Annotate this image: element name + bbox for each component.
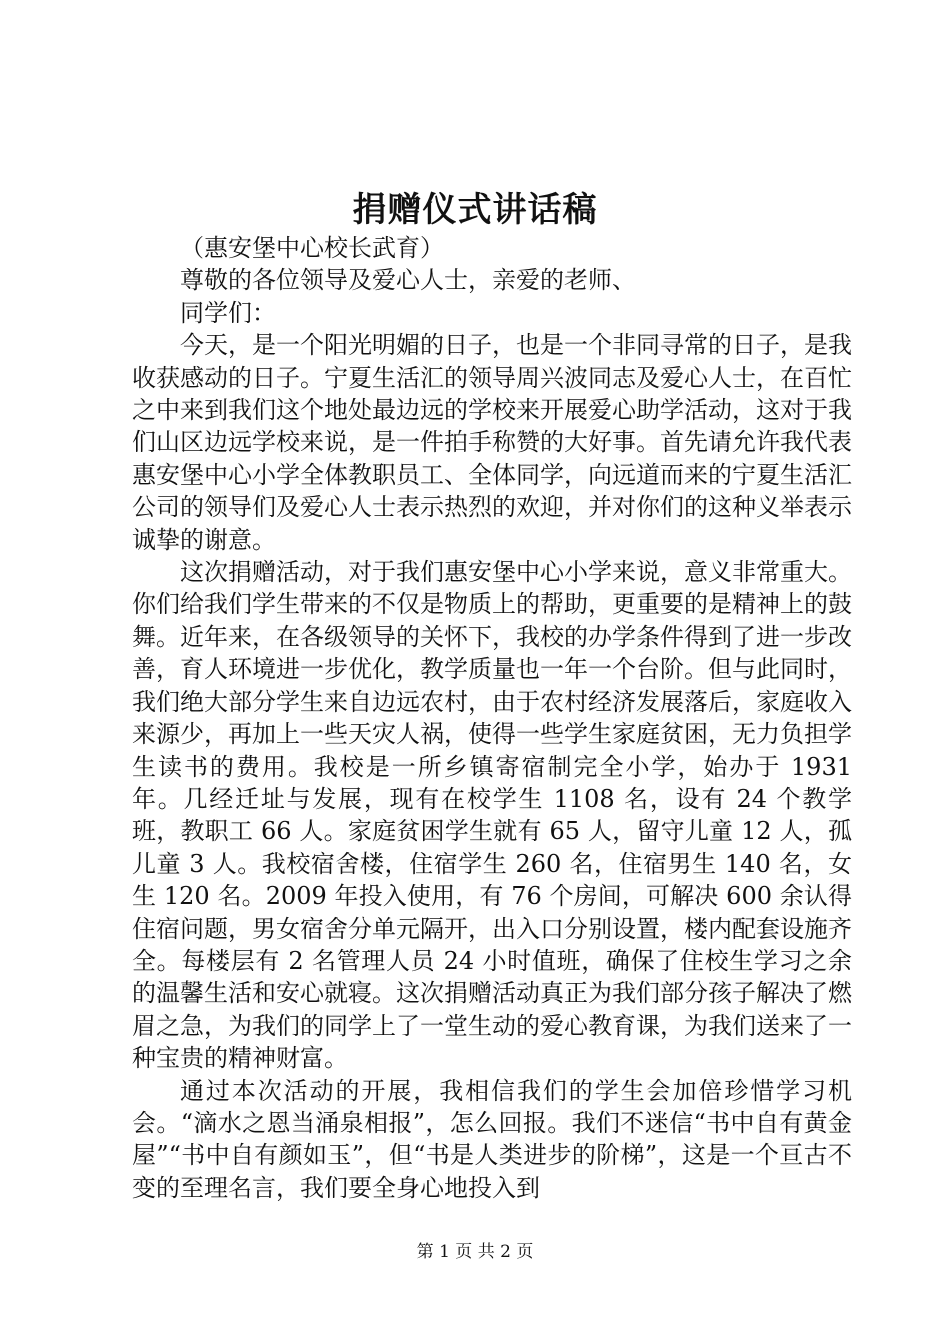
salutation-line-1: 尊敬的各位领导及爱心人士，亲爱的老师、 [180, 266, 636, 295]
paragraph-1: 今天，是一个阳光明媚的日子，也是一个非同寻常的日子，是我收获感动的日子。宁夏生活汇的领导周兴波同志及爱心人士，在百忙之中来到我们这个地处最边远的学校来开展爱心助学活动，这对于我们山区边远学校来说，是一件拍手称赞的大好事。首先请允许我代表惠安堡中心小学全体教职员工、全体同学，向远道而来的宁夏生活汇公司的领导们及爱心人士表示热烈的欢迎，并对你们的这种义举表示诚挚的谢意。 [132, 331, 852, 554]
salutation-line-2: 同学们： [180, 298, 276, 327]
paragraph-3: 通过本次活动的开展，我相信我们的学生会加倍珍惜学习机会。“滴水之恩当涌泉相报”，怎么回报。我们不迷信“书中自有黄金屋”“书中自有颜如玉”，但“书是人类进步的阶梯”，这是一个亘古不变的至理名言，我们要全身心地投入到 [132, 1076, 852, 1202]
document-body [132, 232, 852, 1204]
paragraph-2: 这次捐赠活动，对于我们惠安堡中心小学来说，意义非常重大。你们给我们学生带来的不仅是物质上的帮助，更重要的是精神上的鼓舞。近年来，在各级领导的关怀下，我校的办学条件得到了进一步改善，育人环境进一步优化，教学质量也一年一个台阶。但与此同时，我们绝大部分学生来自边远农村，由于农村经济发展落后，家庭收入来源少，再加上一些天灾人祸，使得一些学生家庭贫困，无力负担学生读书的费用。我校是一所乡镇寄宿制完全小学，始办于 1931 年。几经迁址与发展，现有在校学生 1108 名，设有 24 个教学班，教职工 66 人。家庭贫困学生就有 65 人，留守儿童 12 人，孤儿童 3 人。我校宿舍楼，住宿学生 260 名，住宿男生 140 名，女生 120 名。2009 年投入使用，有 76 个房间，可解决 600 余认得住宿问题，男女宿舍分单元隔开，出入口分别设置，楼内配套设施齐全。每楼层有 2 名管理人员 24 小时值班，确保了住校生学习之余的温馨生活和安心就寝。这次捐赠活动真正为我们部分孩子解决了燃眉之急，为我们的同学上了一堂生动的爱心教育课，为我们送来了一种宝贵的精神财富。 [132, 558, 852, 1073]
byline: （惠安堡中心校长武育） [180, 234, 444, 262]
page-number-footer: 第 1 页 共 2 页 [416, 1242, 534, 1262]
document-title: 捐赠仪式讲话稿 [352, 190, 598, 230]
